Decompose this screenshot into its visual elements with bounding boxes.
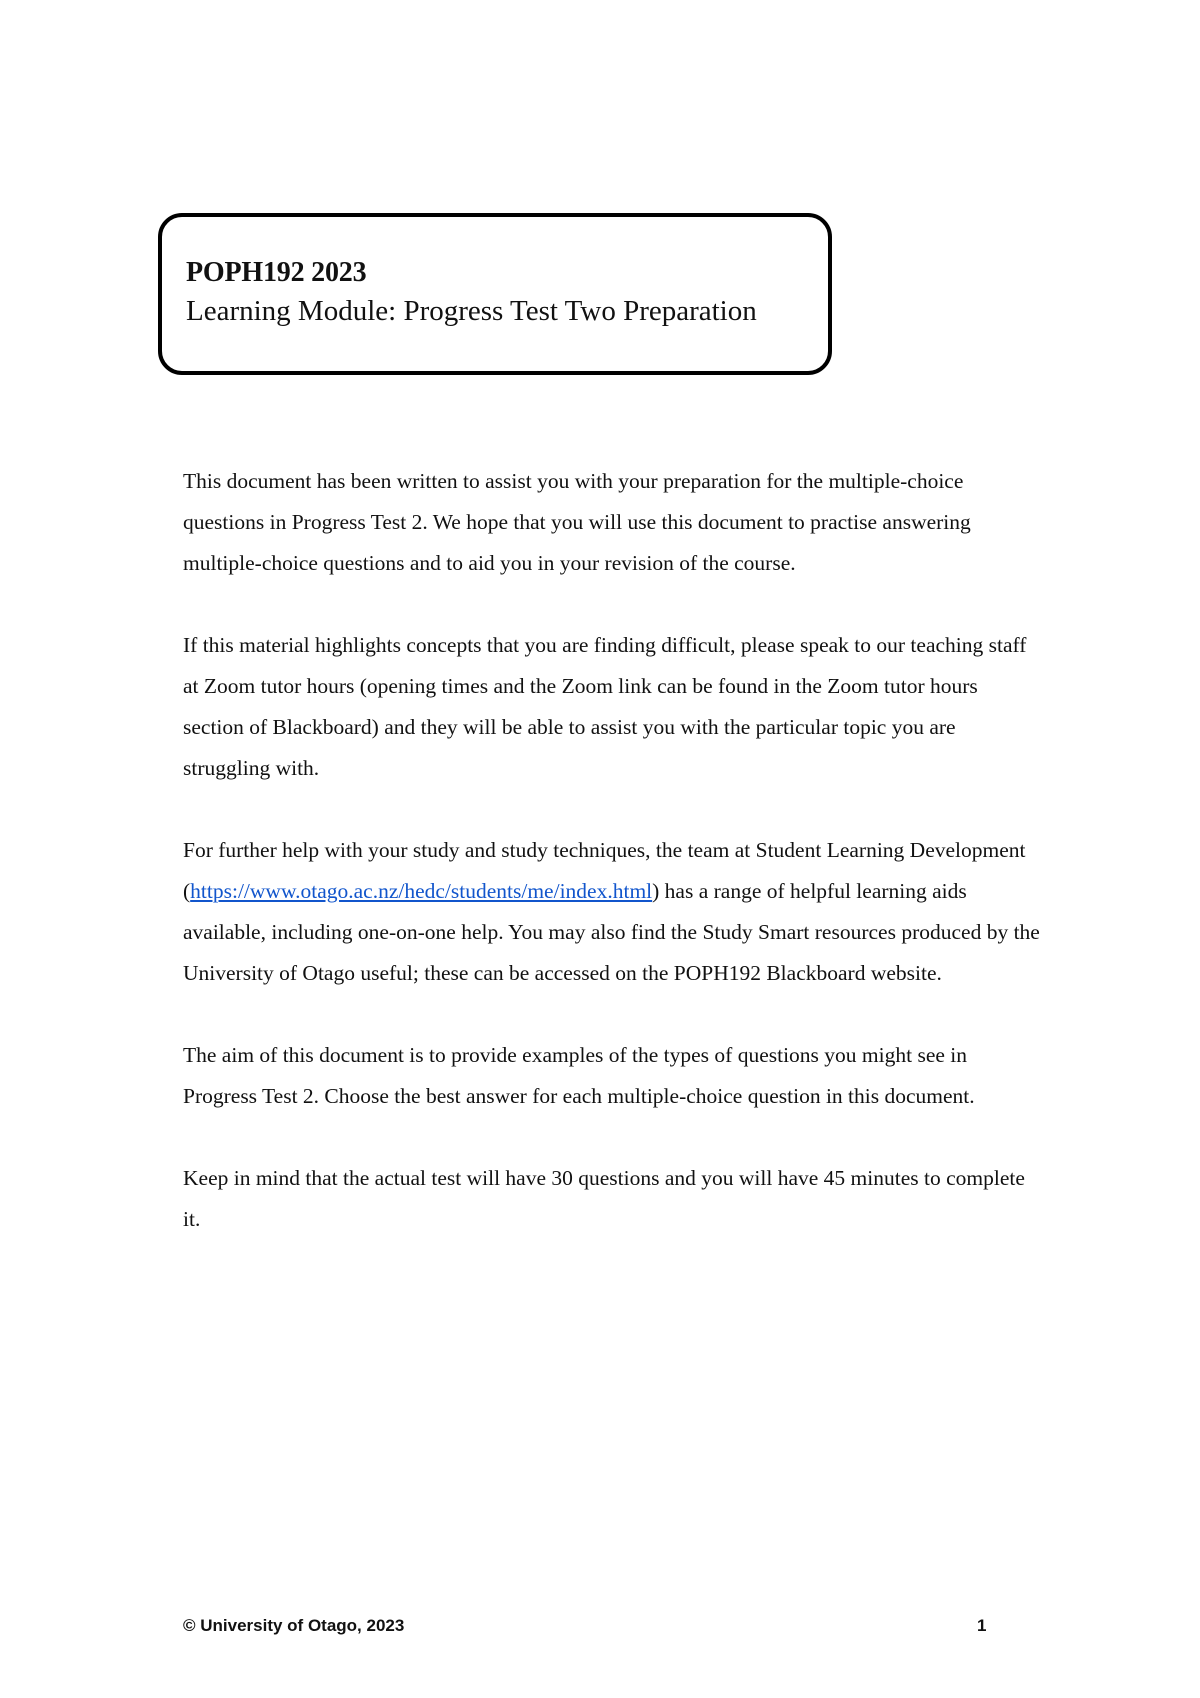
document-body xyxy=(183,461,1043,1281)
test-info-paragraph: Keep in mind that the actual test will have 30 questions and you will have 45 minutes to complete it. xyxy=(183,1166,1025,1231)
title-box xyxy=(158,213,832,375)
study-help-paragraph xyxy=(183,830,1043,994)
footer-copyright: © University of Otago, 2023 xyxy=(183,1616,405,1635)
intro-paragraph: This document has been written to assist you with your preparation for the multiple-choice questions in Progress Test 2. We hope that you will use this document to practise answering multiple-choice questions and to aid you in your revision of the course. xyxy=(183,469,971,575)
study-help-text-after-link: ) has a range of helpful learning aids available, including one-on-one help. You may also find the Study Smart resources produced by the University of Otago useful; these can be accessed on the POPH192 Blackboard website. xyxy=(183,879,1040,985)
student-learning-development-link[interactable]: https://www.otago.ac.nz/hedc/students/me/index.html xyxy=(190,879,653,903)
study-help-text-before-link: For further help with your study and study techniques, the team at Student Learning Development ( xyxy=(183,838,1026,903)
aim-paragraph: The aim of this document is to provide examples of the types of questions you might see in Progress Test 2. Choose the best answer for each multiple-choice question in this document. xyxy=(183,1043,975,1108)
module-title: Learning Module: Progress Test Two Preparation xyxy=(186,295,757,327)
course-title: POPH192 2023 xyxy=(186,257,367,288)
page-number: 1 xyxy=(977,1616,987,1635)
support-paragraph: If this material highlights concepts that you are finding difficult, please speak to our teaching staff at Zoom tutor hours (opening times and the Zoom link can be found in the Zoom tutor hours section of Blackboard) and they will be able to assist you with the particular topic you are struggling with. xyxy=(183,633,1027,780)
